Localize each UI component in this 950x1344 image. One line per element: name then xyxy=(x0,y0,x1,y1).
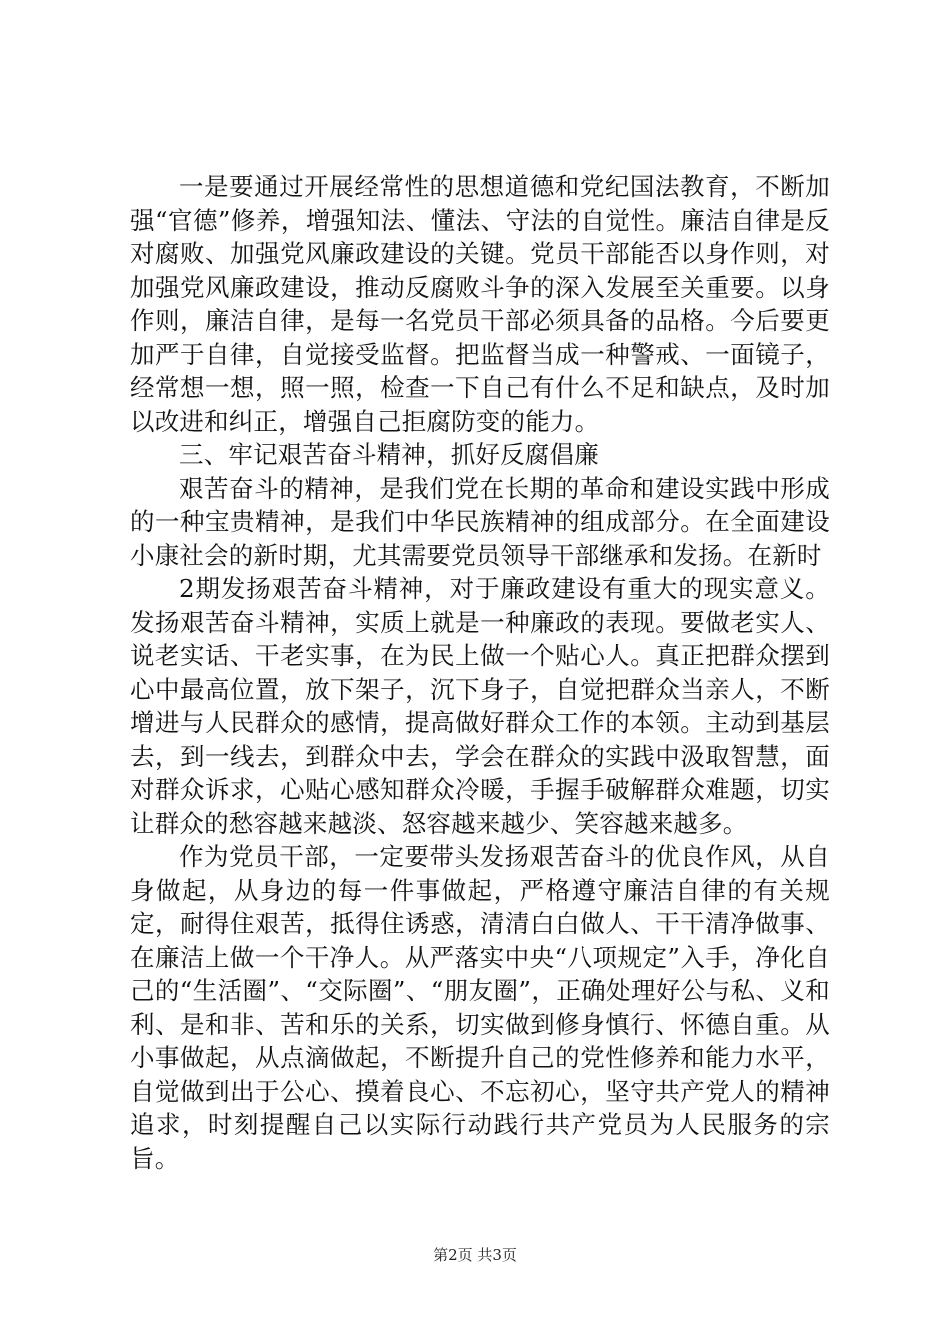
paragraph-hard-work-significance: 2期发扬艰苦奋斗精神，对于廉政建设有重大的现实意义。发扬艰苦奋斗精神，实质上就是一种廉政的表现。要做老实人、说老实话、干老实事，在为民上做一个贴心人。真正把群众摆到心中最高位置，放下架子，沉下身子，自觉把群众当亲人，不断增进与人民群众的感情，提高做好群众工作的本领。主动到基层去，到一线去，到群众中去，学会在群众的实践中汲取智慧，面对群众诉求，心贴心感知群众冷暖，手握手破解群众难题，切实让群众的愁容越来越淡、怒容越来越少、笑容越来越多。 xyxy=(130,574,830,838)
document-body xyxy=(130,170,830,1175)
paragraph-hard-work-spirit: 艰苦奋斗的精神，是我们党在长期的革命和建设实践中形成的一种宝贵精神，是我们中华民族精神的组成部分。在全面建设小康社会的新时期，尤其需要党员领导干部继承和发扬。在新时 xyxy=(130,473,830,570)
paragraph-party-member-conduct: 作为党员干部，一定要带头发扬艰苦奋斗的优良作风，从自身做起，从身边的每一件事做起，严格遵守廉洁自律的有关规定，耐得住艰苦，抵得住诱惑，清清白白做人、干干清净做事、在廉洁上做一个干净人。从严落实中央“八项规定”入手，净化自己的“生活圈”、“交际圈”、“朋友圈”，正确处理好公与私、义和利、是和非、苦和乐的关系，切实做到修身慎行、怀德自重。从小事做起，从点滴做起，不断提升自己的党性修养和能力水平，自觉做到出于公心、摸着良心、不忘初心，坚守共产党人的精神追求，时刻提醒自己以实际行动践行共产党员为人民服务的宗旨。 xyxy=(130,842,830,1173)
page-number-footer: 第2页 共3页 xyxy=(433,1246,517,1264)
paragraph-self-discipline: 一是要通过开展经常性的思想道德和党纪国法教育，不断加强“官德”修养，增强知法、懂法、守法的自觉性。廉洁自律是反对腐败、加强党风廉政建设的关键。党员干部能否以身作则，对加强党风廉政建设，推动反腐败斗争的深入发展至关重要。以身作则，廉洁自律，是每一名党员干部必须具备的品格。今后要更加严于自律，自觉接受监督。把监督当成一种警戒、一面镜子，经常想一想，照一照，检查一下自己有什么不足和缺点，及时加以改进和纠正，增强自己拒腐防变的能力。 xyxy=(130,172,830,436)
section-heading-hard-work: 三、牢记艰苦奋斗精神，抓好反腐倡廉 xyxy=(179,440,599,469)
